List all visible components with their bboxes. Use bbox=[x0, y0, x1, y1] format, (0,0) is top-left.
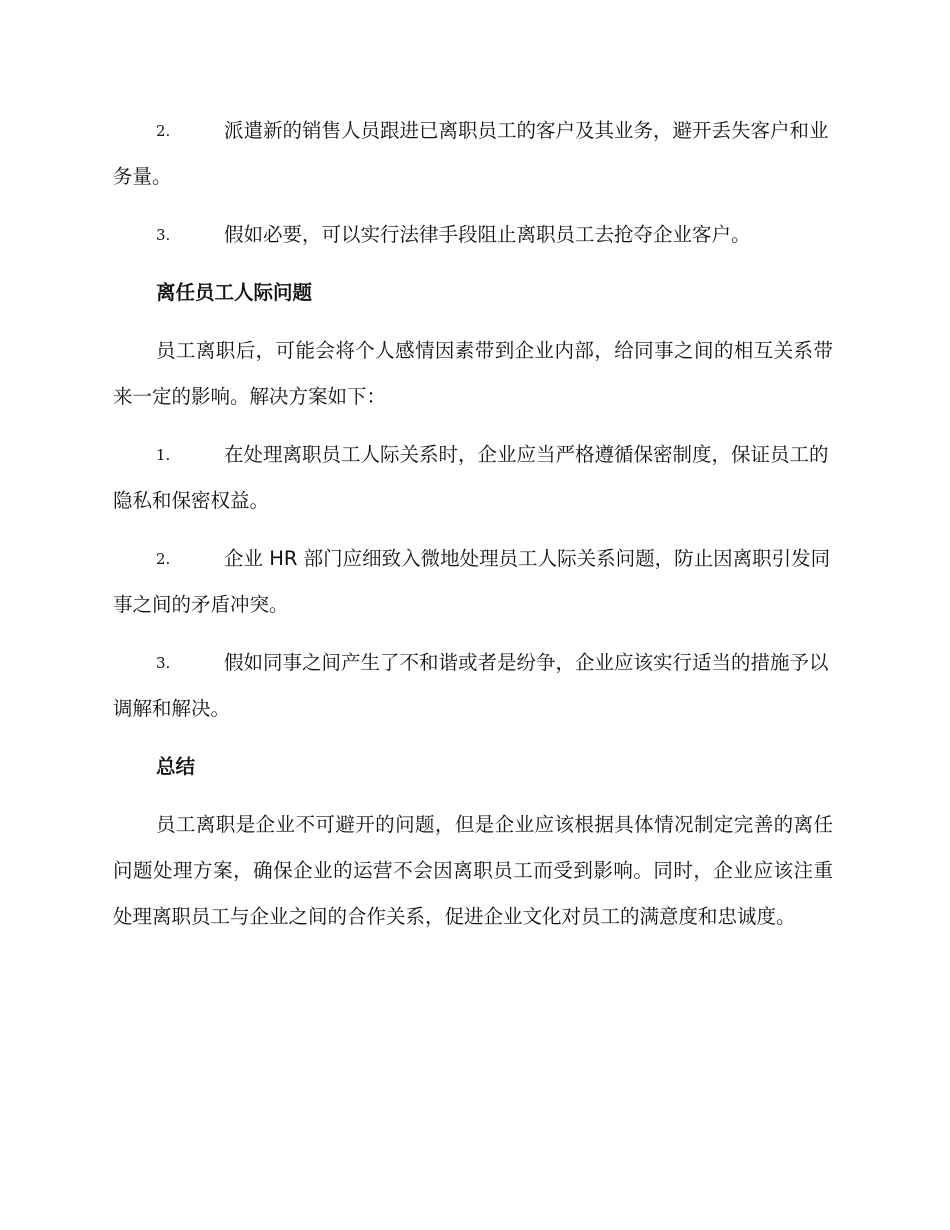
document-page bbox=[113, 108, 833, 952]
list-number: 2. bbox=[156, 122, 171, 140]
list-item bbox=[113, 212, 833, 258]
list-item bbox=[113, 432, 833, 524]
section-heading-interpersonal: 离任员工人际问题 bbox=[156, 281, 313, 304]
list-number: 3. bbox=[156, 226, 171, 244]
list-item-text: 假如必要，可以实行法律手段阻止离职员工去抢夺企业客户。 bbox=[224, 223, 751, 246]
list-item-text: 在处理离职员工人际关系时，企业应当严格遵循保密制度，保证员工的隐私和保密权益。 bbox=[113, 443, 829, 512]
list-number: 1. bbox=[156, 446, 171, 464]
list-number: 2. bbox=[156, 550, 171, 568]
section-intro-paragraph: 员工离职后，可能会将个人感情因素带到企业内部，给同事之间的相互关系带来一定的影响。解决方案如下： bbox=[113, 339, 833, 408]
section-heading-summary: 总结 bbox=[156, 755, 196, 778]
summary-paragraph: 员工离职是企业不可避开的问题，但是企业应该根据具体情况制定完善的离任问题处理方案，确保企业的运营不会因离职员工而受到影响。同时，企业应该注重处理离职员工与企业之间的合作关系，促进企业文化对员工的满意度和忠诚度。 bbox=[113, 813, 833, 928]
list-item-text: 派遣新的销售人员跟进已离职员工的客户及其业务，避开丢失客户和业务量。 bbox=[113, 119, 829, 188]
list-item bbox=[113, 640, 833, 732]
list-number: 3. bbox=[156, 654, 171, 672]
list-item-text: 企业 HR 部门应细致入微地处理员工人际关系问题，防止因离职引发同事之间的矛盾冲突。 bbox=[113, 547, 831, 616]
list-item bbox=[113, 108, 833, 200]
list-item bbox=[113, 536, 833, 628]
list-item-text: 假如同事之间产生了不和谐或者是纷争，企业应该实行适当的措施予以调解和解决。 bbox=[113, 651, 829, 720]
